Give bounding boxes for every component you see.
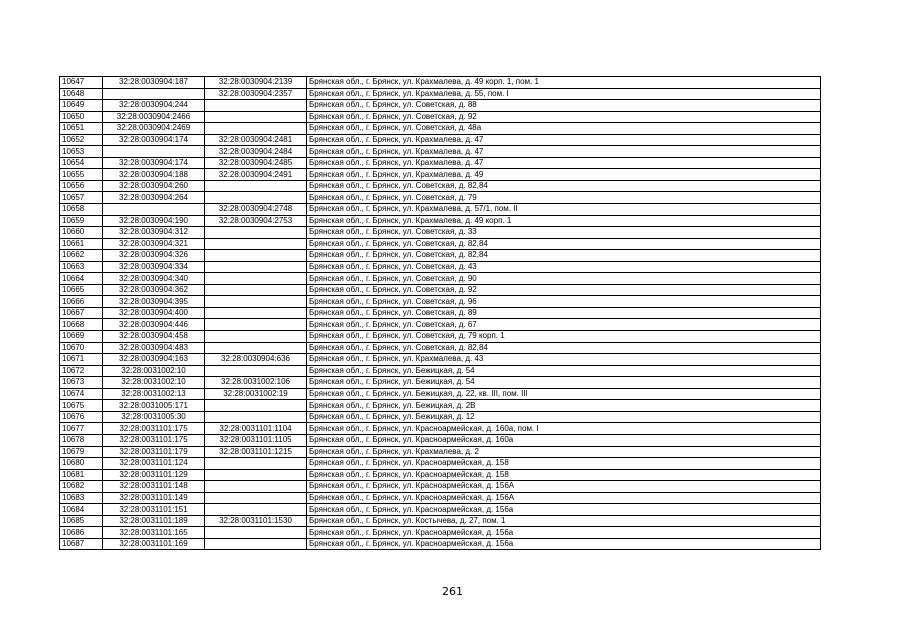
address-cell: Брянская обл., г. Брянск, ул. Крахмалева, д. 55, пом. I [307,88,821,100]
linked-cadastral-number-cell [205,250,307,262]
row-number-cell: 10683 [60,492,103,504]
linked-cadastral-number-cell: 32:28:0030904:2357 [205,88,307,100]
table-row [60,538,821,550]
address-cell: Брянская обл., г. Брянск, ул. Советская, д. 33 [307,227,821,239]
table-row [60,527,821,539]
linked-cadastral-number-cell [205,273,307,285]
linked-cadastral-number-cell [205,192,307,204]
linked-cadastral-number-cell [205,504,307,516]
linked-cadastral-number-cell [205,331,307,343]
table-row [60,192,821,204]
cadastral-number-cell: 32:28:0030904:264 [103,192,205,204]
row-number-cell: 10654 [60,157,103,169]
row-number-cell: 10668 [60,319,103,331]
linked-cadastral-number-cell [205,469,307,481]
table-row [60,434,821,446]
cadastral-number-cell: 32:28:0030904:260 [103,180,205,192]
table-row [60,227,821,239]
registry-table [59,76,821,550]
cadastral-number-cell [103,146,205,158]
address-cell: Брянская обл., г. Брянск, ул. Советская, д. 82,84 [307,180,821,192]
row-number-cell: 10647 [60,77,103,89]
address-cell: Брянская обл., г. Брянск, ул. Красноармейская, д. 158 [307,458,821,470]
table-row [60,423,821,435]
row-number-cell: 10681 [60,469,103,481]
linked-cadastral-number-cell [205,180,307,192]
cadastral-number-cell: 32:28:0031101:189 [103,515,205,527]
linked-cadastral-number-cell: 32:28:0031002:19 [205,388,307,400]
cadastral-number-cell: 32:28:0031002:10 [103,365,205,377]
row-number-cell: 10662 [60,250,103,262]
table-row [60,100,821,112]
table-row [60,365,821,377]
address-cell: Брянская обл., г. Брянск, ул. Костычева, д. 27, пом. 1 [307,515,821,527]
address-cell: Брянская обл., г. Брянск, ул. Крахмалева, д. 47 [307,134,821,146]
row-number-cell: 10651 [60,123,103,135]
address-cell: Брянская обл., г. Брянск, ул. Красноармейская, д. 156А [307,481,821,493]
cadastral-number-cell: 32:28:0030904:334 [103,261,205,273]
row-number-cell: 10659 [60,215,103,227]
table-row [60,331,821,343]
cadastral-number-cell: 32:28:0031101:169 [103,538,205,550]
linked-cadastral-number-cell: 32:28:0030904:636 [205,354,307,366]
address-cell: Брянская обл., г. Брянск, ул. Бежицкая, д. 22, кв. III, пом. III [307,388,821,400]
row-number-cell: 10661 [60,238,103,250]
table-row [60,377,821,389]
address-cell: Брянская обл., г. Брянск, ул. Бежицкая, д. 54 [307,377,821,389]
address-cell: Брянская обл., г. Брянск, ул. Крахмалева, д. 43 [307,354,821,366]
address-cell: Брянская обл., г. Брянск, ул. Красноармейская, д. 156А [307,492,821,504]
row-number-cell: 10675 [60,400,103,412]
table-row [60,319,821,331]
address-cell: Брянская обл., г. Брянск, ул. Советская, д. 92 [307,284,821,296]
address-cell: Брянская обл., г. Брянск, ул. Советская, д. 96 [307,296,821,308]
linked-cadastral-number-cell: 32:28:0031101:1530 [205,515,307,527]
cadastral-number-cell: 32:28:0030904:174 [103,157,205,169]
cadastral-number-cell: 32:28:0030904:190 [103,215,205,227]
cadastral-number-cell: 32:28:0030904:312 [103,227,205,239]
row-number-cell: 10670 [60,342,103,354]
row-number-cell: 10687 [60,538,103,550]
cadastral-number-cell: 32:28:0030904:321 [103,238,205,250]
table-row [60,134,821,146]
table-row [60,342,821,354]
address-cell: Брянская обл., г. Брянск, ул. Советская, д. 82,84 [307,250,821,262]
linked-cadastral-number-cell [205,111,307,123]
table-row [60,504,821,516]
row-number-cell: 10663 [60,261,103,273]
cadastral-number-cell: 32:28:0030904:446 [103,319,205,331]
linked-cadastral-number-cell [205,365,307,377]
cadastral-number-cell: 32:28:0031002:10 [103,377,205,389]
address-cell: Брянская обл., г. Брянск, ул. Советская, д. 82,84 [307,238,821,250]
cadastral-number-cell: 32:28:0030904:395 [103,296,205,308]
cadastral-number-cell: 32:28:0031101:175 [103,434,205,446]
table-row [60,146,821,158]
row-number-cell: 10685 [60,515,103,527]
row-number-cell: 10674 [60,388,103,400]
address-cell: Брянская обл., г. Брянск, ул. Крахмалева, д. 49 корп. 1 [307,215,821,227]
table-row [60,169,821,181]
table-row [60,238,821,250]
row-number-cell: 10671 [60,354,103,366]
cadastral-number-cell: 32:28:0030904:244 [103,100,205,112]
cadastral-number-cell: 32:28:0030904:2469 [103,123,205,135]
cadastral-number-cell: 32:28:0030904:187 [103,77,205,89]
table-row [60,296,821,308]
row-number-cell: 10672 [60,365,103,377]
registry-table-body [60,77,821,550]
row-number-cell: 10684 [60,504,103,516]
table-row [60,88,821,100]
table-row [60,481,821,493]
cadastral-number-cell: 32:28:0030904:326 [103,250,205,262]
cadastral-number-cell: 32:28:0031101:148 [103,481,205,493]
cadastral-number-cell [103,88,205,100]
address-cell: Брянская обл., г. Брянск, ул. Крахмалева, д. 47 [307,146,821,158]
cadastral-number-cell: 32:28:0031002:13 [103,388,205,400]
row-number-cell: 10660 [60,227,103,239]
cadastral-number-cell: 32:28:0031101:165 [103,527,205,539]
cadastral-number-cell: 32:28:0031101:129 [103,469,205,481]
row-number-cell: 10676 [60,411,103,423]
row-number-cell: 10667 [60,307,103,319]
row-number-cell: 10686 [60,527,103,539]
address-cell: Брянская обл., г. Брянск, ул. Советская, д. 48а [307,123,821,135]
row-number-cell: 10655 [60,169,103,181]
address-cell: Брянская обл., г. Брянск, ул. Советская, д. 67 [307,319,821,331]
row-number-cell: 10673 [60,377,103,389]
page-number: 261 [442,585,463,598]
row-number-cell: 10678 [60,434,103,446]
address-cell: Брянская обл., г. Брянск, ул. Советская, д. 82,84 [307,342,821,354]
cadastral-number-cell: 32:28:0031101:179 [103,446,205,458]
linked-cadastral-number-cell: 32:28:0030904:2485 [205,157,307,169]
linked-cadastral-number-cell [205,227,307,239]
linked-cadastral-number-cell [205,261,307,273]
linked-cadastral-number-cell [205,342,307,354]
linked-cadastral-number-cell: 32:28:0030904:2491 [205,169,307,181]
linked-cadastral-number-cell [205,123,307,135]
linked-cadastral-number-cell [205,296,307,308]
row-number-cell: 10679 [60,446,103,458]
linked-cadastral-number-cell [205,492,307,504]
table-row [60,111,821,123]
table-row [60,204,821,216]
table-row [60,515,821,527]
address-cell: Брянская обл., г. Брянск, ул. Бежицкая, д. 54 [307,365,821,377]
cadastral-number-cell: 32:28:0030904:458 [103,331,205,343]
row-number-cell: 10669 [60,331,103,343]
row-number-cell: 10649 [60,100,103,112]
table-row [60,215,821,227]
linked-cadastral-number-cell [205,400,307,412]
row-number-cell: 10677 [60,423,103,435]
cadastral-number-cell: 32:28:0031101:124 [103,458,205,470]
table-row [60,307,821,319]
cadastral-number-cell: 32:28:0030904:483 [103,342,205,354]
cadastral-number-cell: 32:28:0030904:174 [103,134,205,146]
linked-cadastral-number-cell: 32:28:0031101:1105 [205,434,307,446]
address-cell: Брянская обл., г. Брянск, ул. Крахмалева, д. 2 [307,446,821,458]
table-row [60,261,821,273]
row-number-cell: 10664 [60,273,103,285]
address-cell: Брянская обл., г. Брянск, ул. Крахмалева, д. 49 [307,169,821,181]
address-cell: Брянская обл., г. Брянск, ул. Советская, д. 79 корп. 1 [307,331,821,343]
linked-cadastral-number-cell: 32:28:0030904:2481 [205,134,307,146]
linked-cadastral-number-cell [205,411,307,423]
table-row [60,77,821,89]
address-cell: Брянская обл., г. Брянск, ул. Крахмалева, д. 47 [307,157,821,169]
linked-cadastral-number-cell [205,481,307,493]
cadastral-number-cell: 32:28:0030904:2466 [103,111,205,123]
row-number-cell: 10656 [60,180,103,192]
address-cell: Брянская обл., г. Брянск, ул. Красноармейская, д. 160а [307,434,821,446]
address-cell: Брянская обл., г. Брянск, ул. Крахмалева, д. 49 корп. 1, пом. 1 [307,77,821,89]
address-cell: Брянская обл., г. Брянск, ул. Бежицкая, д. 2В [307,400,821,412]
table-row [60,400,821,412]
row-number-cell: 10658 [60,204,103,216]
address-cell: Брянская обл., г. Брянск, ул. Крахмалева, д. 57/1, пом. II [307,204,821,216]
linked-cadastral-number-cell [205,527,307,539]
cadastral-number-cell: 32:28:0031005:171 [103,400,205,412]
linked-cadastral-number-cell: 32:28:0030904:2139 [205,77,307,89]
address-cell: Брянская обл., г. Брянск, ул. Красноармейская, д. 160а, пом. I [307,423,821,435]
row-number-cell: 10657 [60,192,103,204]
cadastral-number-cell: 32:28:0031005:30 [103,411,205,423]
cadastral-number-cell: 32:28:0030904:188 [103,169,205,181]
address-cell: Брянская обл., г. Брянск, ул. Красноармейская, д. 158 [307,469,821,481]
address-cell: Брянская обл., г. Брянск, ул. Красноармейская, д. 156а [307,538,821,550]
cadastral-number-cell: 32:28:0031101:175 [103,423,205,435]
linked-cadastral-number-cell [205,307,307,319]
cadastral-number-cell: 32:28:0030904:362 [103,284,205,296]
table-row [60,284,821,296]
linked-cadastral-number-cell: 32:28:0031101:1215 [205,446,307,458]
address-cell: Брянская обл., г. Брянск, ул. Советская, д. 88 [307,100,821,112]
linked-cadastral-number-cell: 32:28:0031002:106 [205,377,307,389]
linked-cadastral-number-cell [205,284,307,296]
linked-cadastral-number-cell [205,538,307,550]
table-row [60,273,821,285]
address-cell: Брянская обл., г. Брянск, ул. Советская, д. 89 [307,307,821,319]
table-row [60,250,821,262]
cadastral-number-cell: 32:28:0031101:149 [103,492,205,504]
address-cell: Брянская обл., г. Брянск, ул. Советская, д. 90 [307,273,821,285]
row-number-cell: 10650 [60,111,103,123]
row-number-cell: 10652 [60,134,103,146]
linked-cadastral-number-cell [205,458,307,470]
table-row [60,388,821,400]
table-row [60,157,821,169]
cadastral-number-cell [103,204,205,216]
linked-cadastral-number-cell [205,100,307,112]
address-cell: Брянская обл., г. Брянск, ул. Красноармейская, д. 156а [307,504,821,516]
row-number-cell: 10666 [60,296,103,308]
linked-cadastral-number-cell [205,319,307,331]
table-row [60,469,821,481]
row-number-cell: 10648 [60,88,103,100]
linked-cadastral-number-cell: 32:28:0030904:2748 [205,204,307,216]
row-number-cell: 10653 [60,146,103,158]
cadastral-number-cell: 32:28:0030904:163 [103,354,205,366]
cadastral-number-cell: 32:28:0030904:340 [103,273,205,285]
row-number-cell: 10680 [60,458,103,470]
linked-cadastral-number-cell [205,238,307,250]
cadastral-number-cell: 32:28:0030904:400 [103,307,205,319]
table-row [60,354,821,366]
address-cell: Брянская обл., г. Брянск, ул. Бежицкая, д. 12 [307,411,821,423]
table-row [60,123,821,135]
linked-cadastral-number-cell: 32:28:0030904:2753 [205,215,307,227]
linked-cadastral-number-cell: 32:28:0030904:2484 [205,146,307,158]
table-row [60,446,821,458]
linked-cadastral-number-cell: 32:28:0031101:1104 [205,423,307,435]
address-cell: Брянская обл., г. Брянск, ул. Советская, д. 79 [307,192,821,204]
row-number-cell: 10665 [60,284,103,296]
row-number-cell: 10682 [60,481,103,493]
table-row [60,492,821,504]
cadastral-number-cell: 32:28:0031101:151 [103,504,205,516]
address-cell: Брянская обл., г. Брянск, ул. Советская, д. 43 [307,261,821,273]
address-cell: Брянская обл., г. Брянск, ул. Красноармейская, д. 156а [307,527,821,539]
table-row [60,180,821,192]
table-row [60,411,821,423]
table-row [60,458,821,470]
address-cell: Брянская обл., г. Брянск, ул. Советская, д. 92 [307,111,821,123]
